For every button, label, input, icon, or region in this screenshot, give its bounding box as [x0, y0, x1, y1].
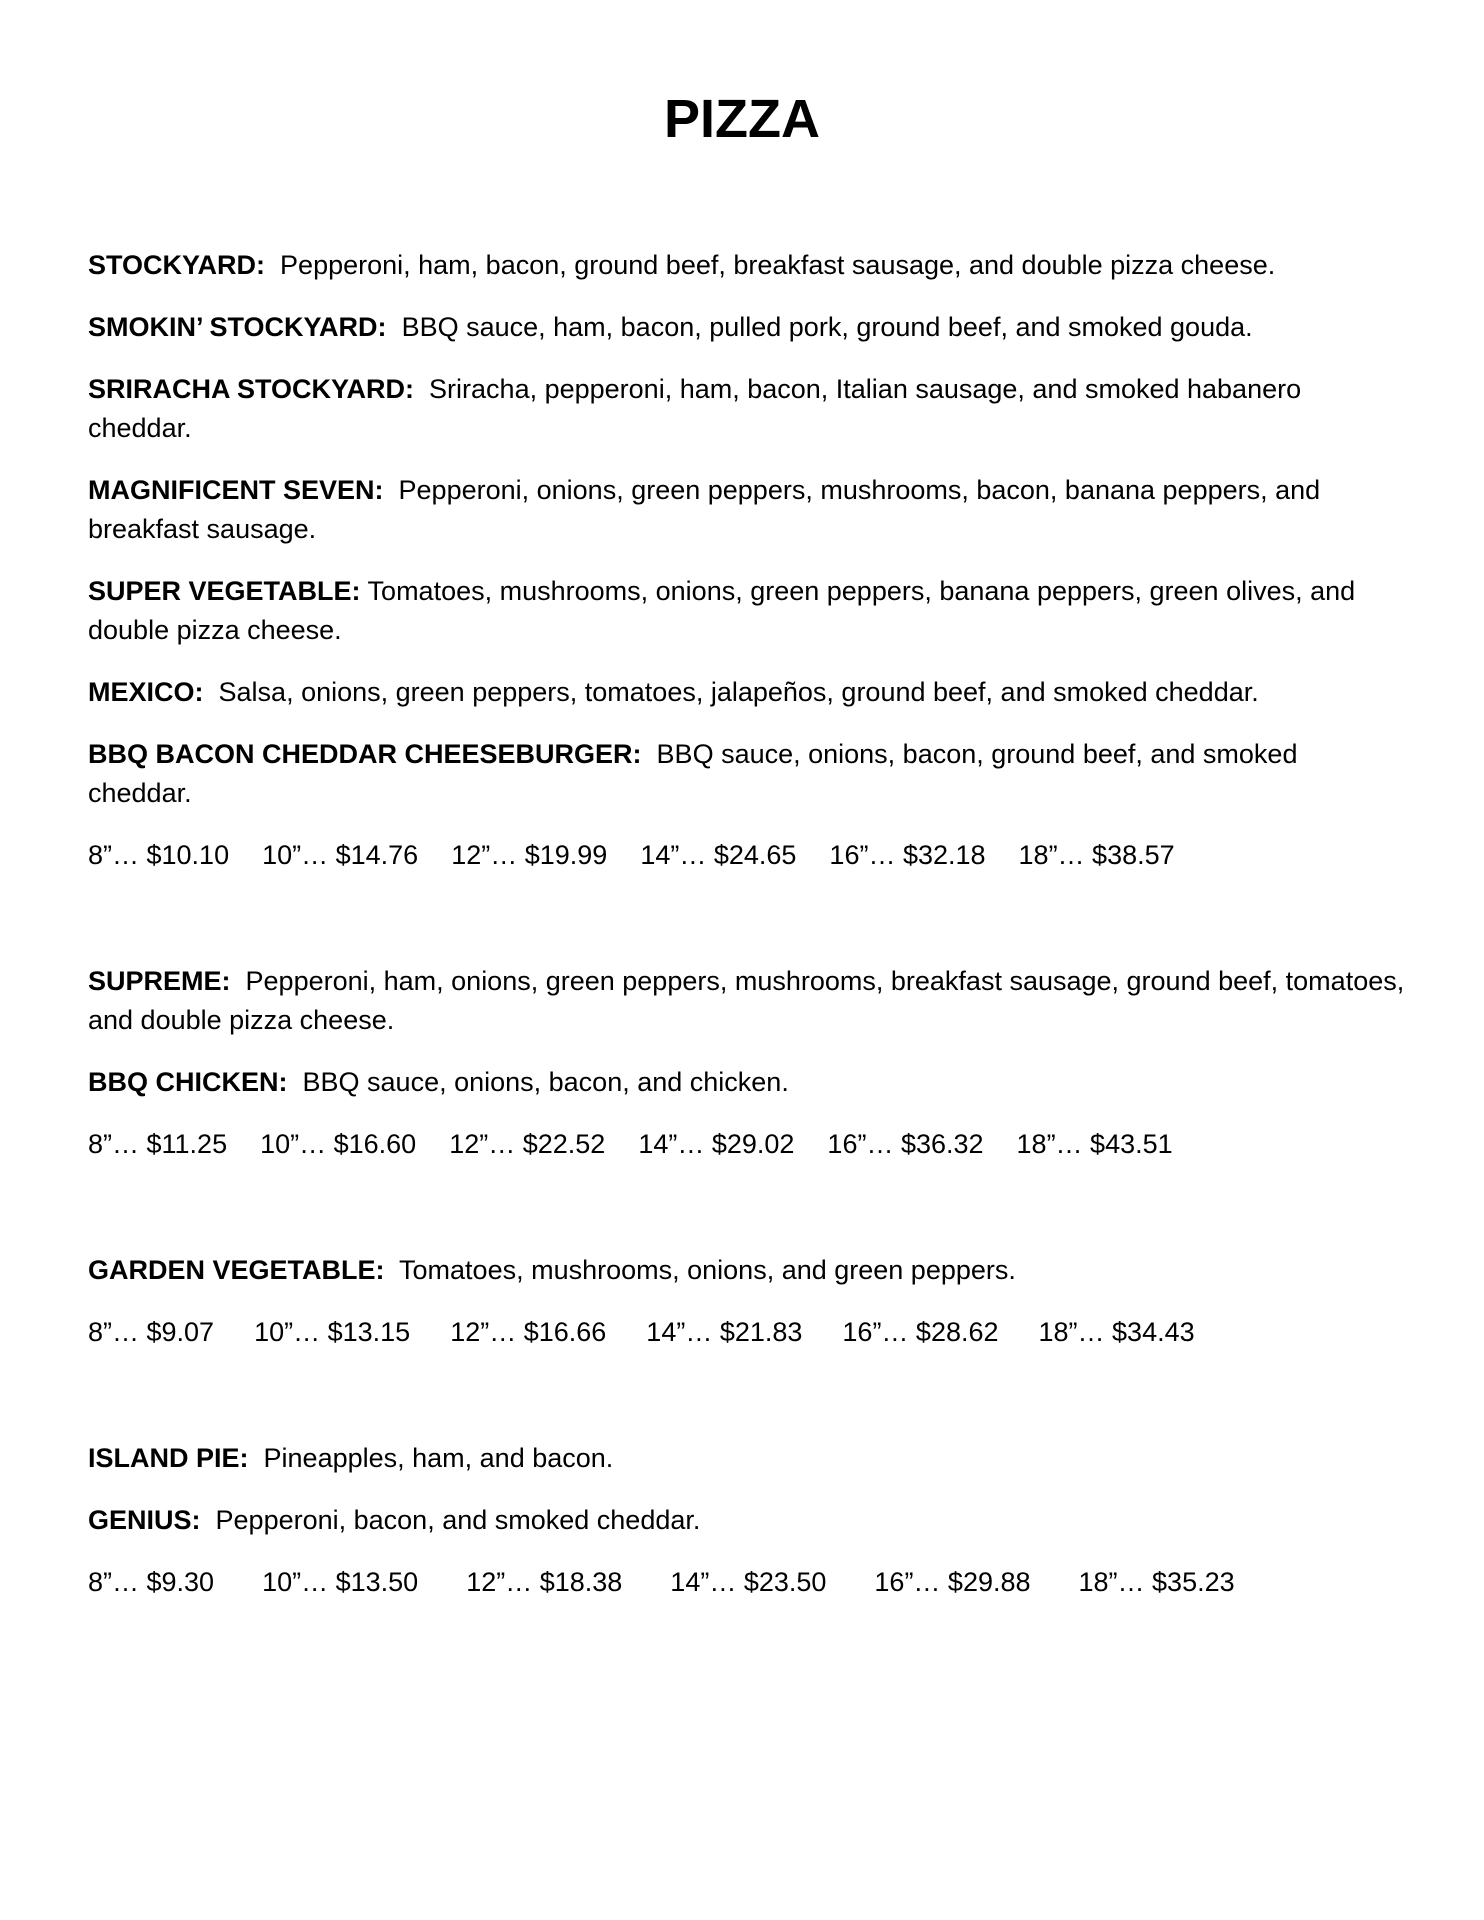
pizza-menu: [88, 246, 1408, 1602]
price-10-inch: 10”… $13.15: [254, 1317, 411, 1347]
item-name: MEXICO:: [88, 677, 204, 707]
price-12-inch: 12”… $19.99: [451, 840, 608, 870]
item-description: Sriracha, pepperoni, ham, bacon, Italian sausage, and smoked habanero cheddar.: [88, 374, 1302, 443]
menu-item-super-vegetable: [88, 572, 1408, 650]
price-14-inch: 14”… $24.65: [640, 840, 797, 870]
menu-item-supreme: [88, 962, 1408, 1040]
price-8-inch: 8”… $9.07: [88, 1317, 215, 1347]
menu-group: [88, 246, 1408, 875]
menu-item-garden-vegetable: [88, 1251, 1408, 1290]
price-10-inch: 10”… $13.50: [262, 1567, 419, 1597]
item-name: BBQ CHICKEN:: [88, 1067, 288, 1097]
price-14-inch: 14”… $29.02: [638, 1129, 795, 1159]
item-name: SMOKIN’ STOCKYARD:: [88, 312, 387, 342]
item-name: ISLAND PIE:: [88, 1443, 249, 1473]
menu-item-stockyard: [88, 246, 1408, 285]
item-description: Pepperoni, ham, onions, green peppers, mushrooms, breakfast sausage, ground beef, tomatoes, and double pizza cheese.: [88, 966, 1405, 1035]
item-description: BBQ sauce, onions, bacon, and chicken.: [302, 1067, 789, 1097]
page-title: PIZZA: [664, 89, 820, 149]
item-name: SUPER VEGETABLE:: [88, 576, 361, 606]
price-16-inch: 16”… $28.62: [842, 1317, 999, 1347]
item-name: SUPREME:: [88, 966, 231, 996]
item-name: GENIUS:: [88, 1505, 201, 1535]
menu-item-island-pie: [88, 1439, 1408, 1478]
item-name: BBQ BACON CHEDDAR CHEESEBURGER:: [88, 739, 642, 769]
price-10-inch: 10”… $16.60: [260, 1129, 417, 1159]
menu-item-magnificent-seven: [88, 471, 1408, 549]
price-list: [88, 1563, 1408, 1602]
price-12-inch: 12”… $18.38: [466, 1567, 623, 1597]
item-description: Pepperoni, onions, green peppers, mushrooms, bacon, banana peppers, and breakfast sausage.: [88, 475, 1321, 544]
item-description: Pepperoni, ham, bacon, ground beef, breakfast sausage, and double pizza cheese.: [280, 250, 1276, 280]
item-description: Pineapples, ham, and bacon.: [263, 1443, 614, 1473]
item-description: Salsa, onions, green peppers, tomatoes, jalapeños, ground beef, and smoked cheddar.: [218, 677, 1259, 707]
price-18-inch: 18”… $43.51: [1016, 1129, 1173, 1159]
item-name: GARDEN VEGETABLE:: [88, 1255, 385, 1285]
price-list: [88, 1125, 1408, 1164]
price-10-inch: 10”… $14.76: [262, 840, 419, 870]
price-18-inch: 18”… $35.23: [1078, 1567, 1235, 1597]
item-description: BBQ sauce, ham, bacon, pulled pork, ground beef, and smoked gouda.: [401, 312, 1253, 342]
menu-item-bbq-chicken: [88, 1063, 1408, 1102]
price-16-inch: 16”… $36.32: [827, 1129, 984, 1159]
price-12-inch: 12”… $16.66: [450, 1317, 607, 1347]
price-18-inch: 18”… $38.57: [1018, 840, 1175, 870]
price-8-inch: 8”… $9.30: [88, 1567, 215, 1597]
item-description: Pepperoni, bacon, and smoked cheddar.: [215, 1505, 701, 1535]
price-8-inch: 8”… $10.10: [88, 840, 230, 870]
price-14-inch: 14”… $23.50: [670, 1567, 827, 1597]
menu-group: [88, 1251, 1408, 1352]
item-description: Tomatoes, mushrooms, onions, green peppers, banana peppers, green olives, and double pizza cheese.: [88, 576, 1356, 645]
price-16-inch: 16”… $32.18: [829, 840, 986, 870]
menu-item-mexico: [88, 673, 1408, 712]
price-14-inch: 14”… $21.83: [646, 1317, 803, 1347]
item-name: MAGNIFICENT SEVEN:: [88, 475, 384, 505]
menu-item-sriracha-stockyard: [88, 370, 1408, 448]
item-name: SRIRACHA STOCKYARD:: [88, 374, 415, 404]
price-12-inch: 12”… $22.52: [449, 1129, 606, 1159]
menu-item-bbq-bacon-cheddar-cheeseburger: [88, 735, 1408, 813]
item-name: STOCKYARD:: [88, 250, 266, 280]
menu-item-smokin-stockyard: [88, 308, 1408, 347]
menu-item-genius: [88, 1501, 1408, 1540]
menu-group: [88, 1439, 1408, 1602]
price-18-inch: 18”… $34.43: [1038, 1317, 1195, 1347]
item-description: Tomatoes, mushrooms, onions, and green peppers.: [399, 1255, 1016, 1285]
price-16-inch: 16”… $29.88: [874, 1567, 1031, 1597]
item-description: BBQ sauce, onions, bacon, ground beef, and smoked cheddar.: [88, 739, 1298, 808]
price-list: [88, 836, 1408, 875]
price-8-inch: 8”… $11.25: [88, 1129, 228, 1159]
menu-group: [88, 962, 1408, 1164]
price-list: [88, 1313, 1408, 1352]
